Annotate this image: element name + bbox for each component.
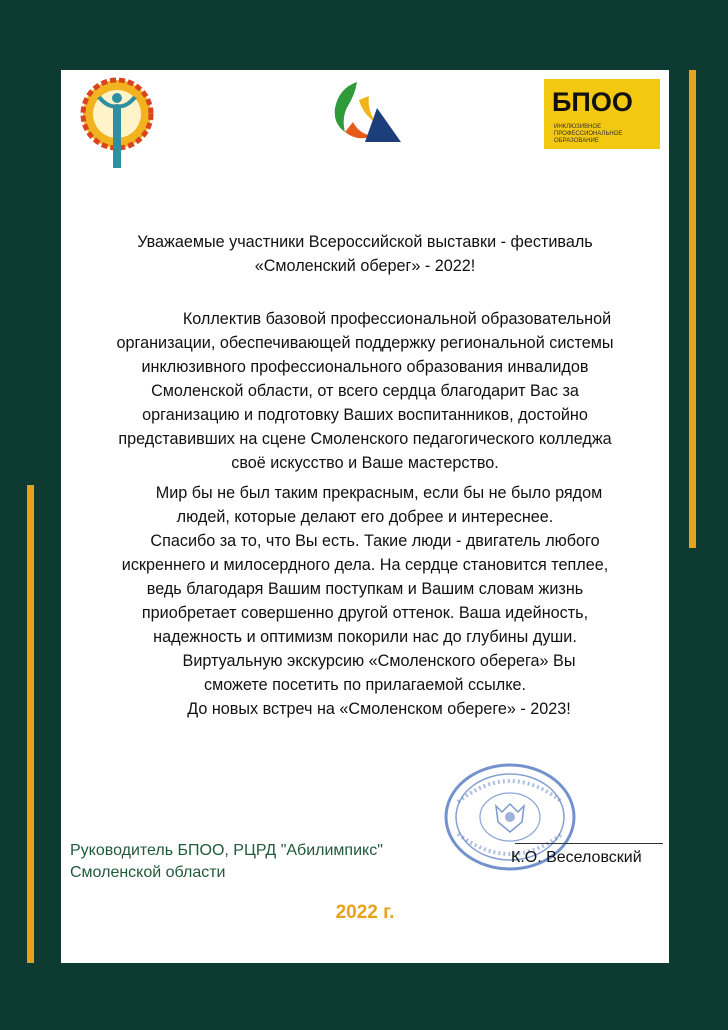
accent-bar-left (27, 485, 34, 963)
paragraph-line: Виртуальную экскурсию «Смоленского оберега» Вы (182, 652, 576, 670)
paragraph-line: Мир бы не был таким прекрасным, если бы не было рядом (155, 484, 603, 502)
greeting-line: Уважаемые участники Всероссийской выставки - фестиваль (137, 233, 593, 251)
letter-year: 2022 г. (335, 902, 395, 923)
paragraph-wishes (61, 481, 669, 721)
paragraph-line: организацию и подготовку Ваших воспитанников, достойно (142, 406, 588, 424)
paragraph-line: своё искусство и Ваше мастерство. (231, 454, 499, 472)
signature-line (515, 843, 663, 844)
paragraph-line: Коллектив базовой профессиональной образовательной (182, 310, 612, 328)
signer-role (70, 840, 383, 884)
letter-page (61, 70, 669, 963)
paragraph-line: Спасибо за то, что Вы есть. Такие люди - двигатель любого (150, 532, 600, 550)
paragraph-line: ведь благодаря Вашим поступкам и Вашим словам жизнь (146, 580, 584, 598)
paragraph-line: Смоленской области, от всего сердца благодарит Вас за (151, 382, 579, 400)
signer-role-line: Руководитель БПОО, РЦРД "Абилимпикс" (70, 842, 383, 859)
paragraph-line: людей, которые делают его добрее и интереснее. (176, 508, 554, 526)
paragraph-line: сможете посетить по прилагаемой ссылке. (204, 676, 526, 694)
paragraph-line: представивших на сцене Смоленского педагогического колледжа (118, 430, 612, 448)
paragraph-line: приобретает совершенно другой оттенок. Ваша идейность, (141, 604, 589, 622)
paragraph-line: надежность и оптимизм покорили нас до глубины души. (153, 628, 577, 646)
paragraph-line: До новых встреч на «Смоленском обереге» - 2023! (187, 700, 571, 718)
accent-bar-right (689, 70, 696, 548)
exhibition-logo (329, 78, 405, 146)
abilympics-logo (77, 76, 157, 172)
bpoo-logo-subtitle: ИНКЛЮЗИВНОЕ ПРОФЕССИОНАЛЬНОЕ ОБРАЗОВАНИЕ (554, 124, 623, 144)
paragraph-line: искреннего и милосердного дела. На сердце становится теплее, (121, 556, 609, 574)
greeting-heading (61, 230, 669, 278)
signer-role-line: Смоленской области (70, 864, 226, 881)
greeting-line: «Смоленский оберег» - 2022! (254, 257, 476, 275)
signer-name: К.О. Веселовский (511, 849, 642, 866)
bpoo-logo (544, 79, 660, 149)
paragraph-line: инклюзивного профессионального образования инвалидов (141, 358, 589, 376)
paragraph-line: организации, обеспечивающей поддержку региональной системы (116, 334, 614, 352)
bpoo-logo-title: БПОО (552, 87, 633, 117)
paragraph-thanks (61, 307, 669, 475)
